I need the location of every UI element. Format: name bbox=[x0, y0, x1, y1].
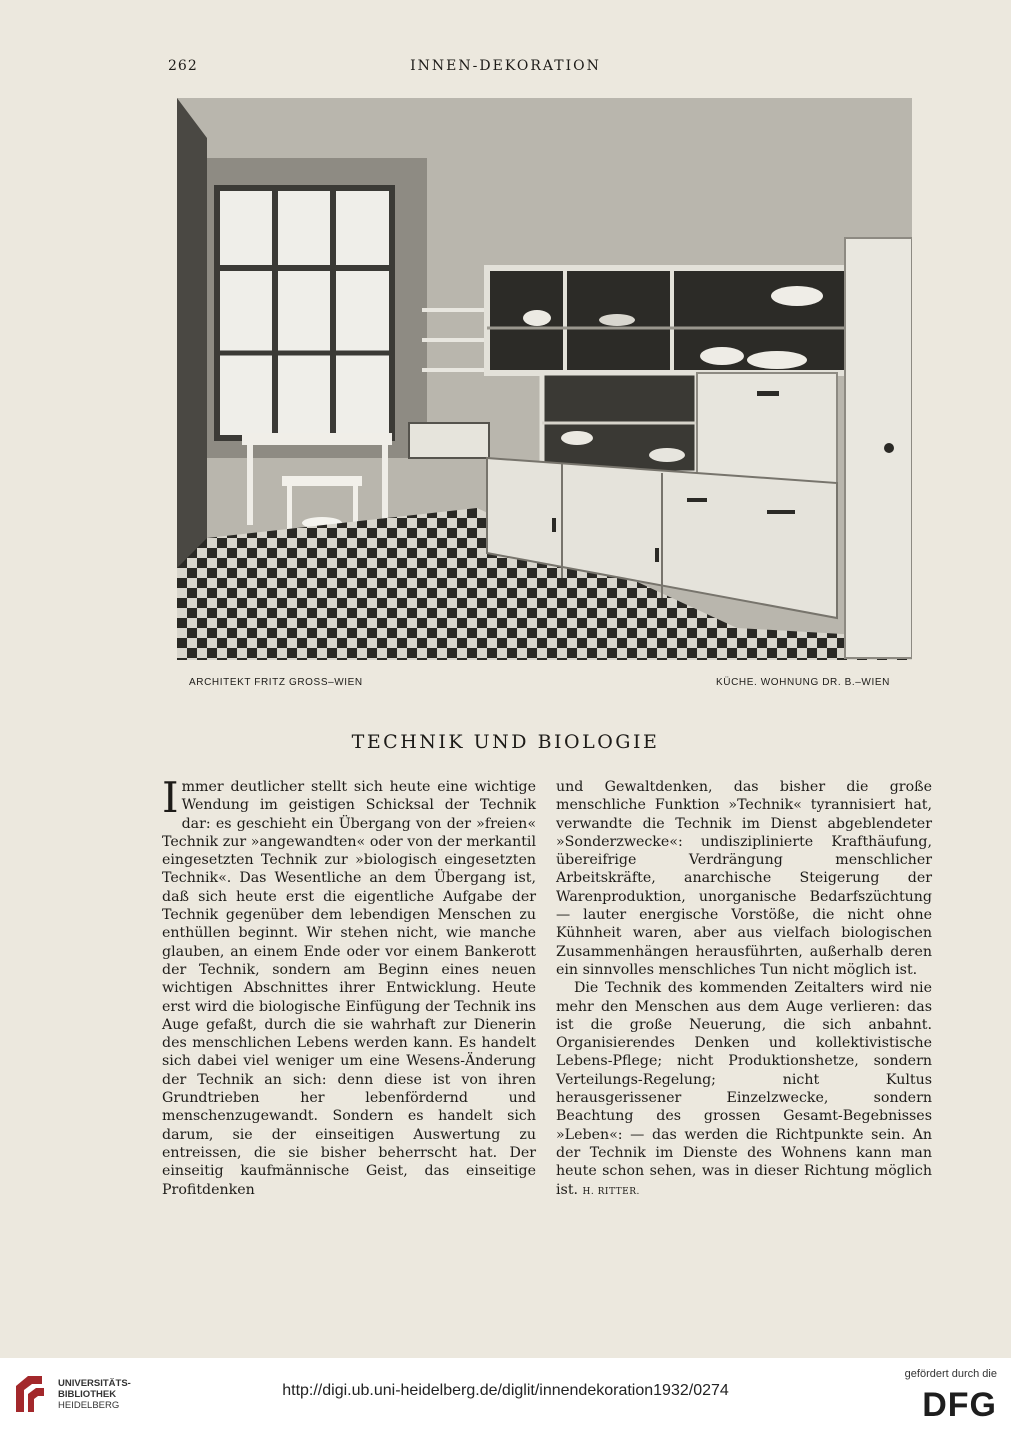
running-title: INNEN-DEKORATION bbox=[410, 58, 601, 74]
paragraph-right-2-text: Die Technik des kommenden Zeitalters wird nie mehr den Menschen aus dem Auge verlieren: das ist die große Neuerung, die sich anbahnt. Organisierendes Denken und kollektivistische Lebens-Pflege; nicht Produktionshetze, sondern Verteilungs-Regelung; nicht Kultus herausgerissener Einzelzwecke, sondern Beachtung des grossen Gesamt-Begebnisses »Leben«: — das werden die Richtpunkte sein. An der Technik im Dienste des Wohnens kann man heute schon sehen, was in dieser Richtung möglich ist. bbox=[556, 980, 932, 1198]
drop-capital: I bbox=[162, 773, 179, 822]
page-header bbox=[0, 58, 1011, 78]
article-column-left bbox=[162, 773, 536, 1199]
paragraph-left bbox=[162, 773, 536, 1199]
photo-subject-caption: KÜCHE. WOHNUNG DR. B.–WIEN bbox=[716, 677, 890, 688]
library-name-line-2: BIBLIOTHEK bbox=[58, 1389, 117, 1400]
article-column-right bbox=[556, 778, 932, 1201]
page-number: 262 bbox=[168, 58, 198, 74]
photo-credit-caption: ARCHITEKT FRITZ GROSS–WIEN bbox=[189, 677, 363, 688]
article-title: TECHNIK UND BIOLOGIE bbox=[351, 731, 660, 753]
author-signature: H. RITTER. bbox=[582, 1186, 640, 1197]
permalink-url[interactable]: http://digi.ub.uni-heidelberg.de/diglit/innendekoration1932/0274 bbox=[282, 1382, 729, 1399]
library-name-line-1: UNIVERSITÄTS- bbox=[58, 1378, 131, 1389]
footer-bar bbox=[0, 1358, 1011, 1435]
library-name-line-3: HEIDELBERG bbox=[58, 1400, 120, 1411]
funder-logo: DFG bbox=[922, 1386, 997, 1424]
kitchen-photograph bbox=[177, 98, 912, 660]
paragraph-right-2 bbox=[556, 979, 932, 1201]
paragraph-right-1: und Gewaltdenken, das bisher die große menschliche Funktion »Technik« tyrannisiert hat, verwandte die Technik im Dienst abgeblendeter »Sonderzwecke«: undisziplinierte Krafthäufung, übereifrige Verdrängung menschlicher Arbeitskräfte, anarchische Steigerung der Warenproduktion, unorganische Bedarfszüchtung — lauter energische Vorstöße, die nicht ohne Kühnheit waren, aber aus vielfach biologischen Zusammenhängen herausführten, außerhalb deren ein sinnvolles menschliches Tun nicht möglich ist. bbox=[556, 779, 932, 978]
paragraph-left-text: mmer deutlicher stellt sich heute eine wichtige Wendung im geistigen Schicksal der Technik dar: es geschieht ein Übergang von der »freien« Technik zur »angewandten« oder von der merkantil eingesetzten Technik zur »biologisch eingesetzten Technik«. Das Wesentliche an dem Übergang ist, daß sich heute erst die eigentliche Aufgabe der Technik gegenüber dem lebendigen Menschen zu enthüllen beginnt. Wir stehen nicht, wie manche glauben, an einem Ende oder vor einem Bankerott der Technik, sondern am Beginn eines neuen wichtigen Abschnittes ihrer Entwicklung. Heute erst wird die biologische Einfügung der Technik ins Auge gefaßt, durch die sie wahrhaft zur Dienerin des menschlichen Lebens werden kann. Es handelt sich dabei viel weniger um eine Wesens-Änderung der Technik an sich: denn diese ist von ihren Grundtrieben her lebenfördernd und menschenzugewandt. Sondern es handelt sich darum, sie der einseitigen Auswertung zu entreissen, die sie bisher beherrscht hat. Der einseitig kaufmännische Geist, das einseitige Profitdenken bbox=[162, 779, 536, 1198]
funding-note: gefördert durch die bbox=[904, 1368, 997, 1380]
